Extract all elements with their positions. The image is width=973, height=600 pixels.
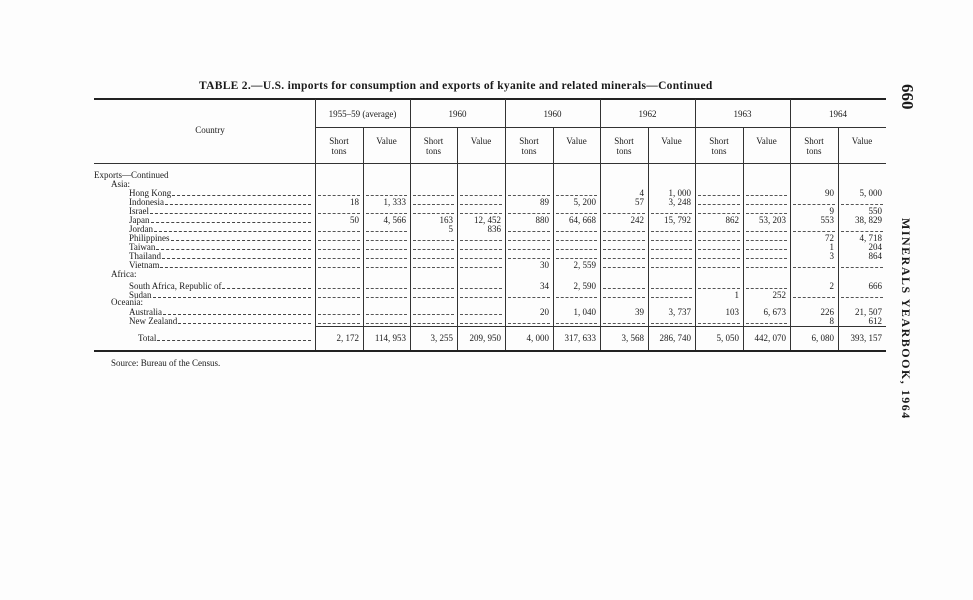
empty-cell-leader [366, 297, 407, 298]
empty-cell-leader [556, 213, 597, 214]
empty-cell-leader [413, 204, 454, 205]
table-cell: 242 [630, 215, 644, 225]
empty-cell-leader [651, 249, 692, 250]
table-cell: 1 [829, 242, 834, 252]
table-cell: 5 [448, 224, 453, 234]
table-title: TABLE 2.—U.S. imports for consumption and exports of kyanite and related minerals—Continued [199, 80, 713, 92]
value-header: Value [661, 136, 682, 146]
empty-cell-leader [793, 204, 835, 205]
table-cell: 1, 040 [573, 307, 596, 317]
table-cell: 39 [635, 307, 644, 317]
empty-cell-leader [603, 288, 645, 289]
table-cell: 12, 452 [474, 215, 501, 225]
empty-cell-leader [651, 323, 692, 324]
table-cell: 3, 568 [621, 333, 644, 343]
empty-cell-leader [698, 288, 740, 289]
empty-cell-leader [366, 258, 407, 259]
table-cell: 5, 200 [573, 197, 596, 207]
table-cell: 114, 953 [374, 333, 406, 343]
short-tons-header: Short tons [709, 136, 729, 156]
table-cell: 550 [868, 206, 882, 216]
table-cell: 9 [829, 206, 834, 216]
empty-cell-leader [366, 288, 407, 289]
period-header: 1963 [733, 109, 752, 119]
table-cell: 2, 172 [336, 333, 359, 343]
table-cell: 286, 740 [659, 333, 691, 343]
table-cell: 1, 000 [668, 188, 691, 198]
empty-cell-leader [366, 195, 407, 196]
empty-cell-leader [603, 213, 645, 214]
empty-cell-leader [746, 213, 787, 214]
empty-cell-leader [698, 213, 740, 214]
table-cell: 5, 000 [859, 188, 882, 198]
table-cell: 5, 050 [716, 333, 739, 343]
empty-cell-leader [793, 297, 835, 298]
table-cell: 2, 559 [573, 260, 596, 270]
short-tons-header: Short tons [423, 136, 444, 156]
empty-cell-leader [460, 240, 502, 241]
empty-cell-leader [603, 323, 645, 324]
empty-cell-leader [746, 204, 787, 205]
table-cell: 864 [868, 251, 882, 261]
empty-cell-leader [556, 249, 597, 250]
empty-cell-leader [841, 231, 883, 232]
empty-cell-leader [746, 258, 787, 259]
empty-cell-leader [318, 288, 360, 289]
empty-cell-leader [460, 297, 502, 298]
empty-cell-leader [318, 231, 360, 232]
country-row-label: Australia [129, 307, 311, 317]
empty-cell-leader [651, 258, 692, 259]
empty-cell-leader [366, 231, 407, 232]
empty-cell-leader [651, 231, 692, 232]
country-row-label: Sudan [129, 290, 311, 300]
empty-cell-leader [556, 231, 597, 232]
empty-cell-leader [746, 231, 787, 232]
empty-cell-leader [841, 297, 883, 298]
empty-cell-leader [603, 297, 645, 298]
empty-cell-leader [508, 323, 550, 324]
table-cell: 3, 255 [430, 333, 453, 343]
table-cell: 226 [820, 307, 834, 317]
table-cell: 6, 673 [763, 307, 786, 317]
empty-cell-leader [508, 297, 550, 298]
value-header: Value [376, 136, 397, 146]
country-header: Country [195, 125, 225, 135]
empty-cell-leader [366, 213, 407, 214]
table-cell: 72 [825, 233, 834, 243]
table-bottom-rule [94, 350, 886, 352]
empty-cell-leader [318, 258, 360, 259]
empty-cell-leader [413, 267, 454, 268]
table-cell: 3, 737 [668, 307, 691, 317]
period-header: 1960 [543, 109, 562, 119]
country-row-label: Indonesia [129, 197, 311, 207]
empty-cell-leader [460, 314, 502, 315]
empty-cell-leader [413, 288, 454, 289]
empty-cell-leader [746, 249, 787, 250]
empty-cell-leader [366, 240, 407, 241]
table-cell: 442, 070 [754, 333, 786, 343]
empty-cell-leader [413, 240, 454, 241]
table-cell: 4, 718 [859, 233, 882, 243]
empty-cell-leader [603, 258, 645, 259]
empty-cell-leader [841, 267, 883, 268]
empty-cell-leader [746, 195, 787, 196]
source-note: Source: Bureau of the Census. [111, 358, 221, 368]
section-heading: Exports—Continued [94, 170, 169, 180]
empty-cell-leader [651, 288, 692, 289]
table-cell: 6, 080 [811, 333, 834, 343]
empty-cell-leader [366, 267, 407, 268]
table-cell: 34 [540, 281, 549, 291]
empty-cell-leader [318, 213, 360, 214]
table-cell: 89 [540, 197, 549, 207]
table-cell: 53, 203 [759, 215, 786, 225]
region-heading: Africa: [111, 269, 137, 279]
table-cell: 2, 590 [573, 281, 596, 291]
country-row-label: Israel [129, 206, 311, 216]
country-row-label: Japan [129, 215, 311, 225]
table-cell: 1, 333 [383, 197, 406, 207]
empty-cell-leader [556, 258, 597, 259]
empty-cell-leader [698, 204, 740, 205]
table-cell: 4, 000 [526, 333, 549, 343]
total-row-label: Total [138, 333, 311, 343]
table-cell: 18 [350, 197, 359, 207]
empty-cell-leader [746, 267, 787, 268]
period-header: 1955–59 (average) [328, 109, 397, 119]
empty-cell-leader [318, 195, 360, 196]
short-tons-header: Short tons [329, 136, 349, 156]
empty-cell-leader [793, 267, 835, 268]
empty-cell-leader [413, 195, 454, 196]
table-cell: 30 [540, 260, 549, 270]
empty-cell-leader [793, 231, 835, 232]
empty-cell-leader [556, 195, 597, 196]
empty-cell-leader [318, 267, 360, 268]
empty-cell-leader [413, 314, 454, 315]
empty-cell-leader [508, 195, 550, 196]
empty-cell-leader [698, 323, 740, 324]
table-cell: 2 [829, 281, 834, 291]
table-cell: 3, 248 [668, 197, 691, 207]
table-cell: 3 [829, 251, 834, 261]
table-cell: 612 [868, 316, 882, 326]
table-cell: 862 [725, 215, 739, 225]
country-row-label: Taiwan [129, 242, 311, 252]
empty-cell-leader [698, 240, 740, 241]
short-tons-header: Short tons [519, 136, 539, 156]
empty-cell-leader [318, 323, 360, 324]
empty-cell-leader [508, 240, 550, 241]
value-header: Value [851, 136, 873, 146]
table-cell: 163 [439, 215, 453, 225]
table-cell: 8 [829, 316, 834, 326]
table-cell: 317, 633 [564, 333, 596, 343]
empty-cell-leader [651, 267, 692, 268]
country-row-label: Jordan [129, 224, 311, 234]
empty-cell-leader [318, 240, 360, 241]
empty-cell-leader [508, 231, 550, 232]
empty-cell-leader [366, 314, 407, 315]
empty-cell-leader [508, 249, 550, 250]
empty-cell-leader [603, 231, 645, 232]
empty-cell-leader [413, 249, 454, 250]
page-number: 660 [898, 84, 917, 110]
table-cell: 836 [487, 224, 501, 234]
empty-cell-leader [366, 323, 407, 324]
period-header: 1964 [829, 109, 847, 119]
table-top-rule [94, 98, 886, 100]
period-header: 1962 [638, 109, 657, 119]
country-row-label: Philippines [129, 233, 311, 243]
table-cell: 252 [772, 290, 786, 300]
empty-cell-leader [698, 231, 740, 232]
table-cell: 20 [540, 307, 549, 317]
empty-cell-leader [603, 249, 645, 250]
table-cell: 553 [820, 215, 834, 225]
empty-cell-leader [746, 288, 787, 289]
table-cell: 4, 566 [383, 215, 406, 225]
empty-cell-leader [366, 249, 407, 250]
empty-cell-leader [318, 297, 360, 298]
table-cell: 1 [734, 290, 739, 300]
empty-cell-leader [651, 240, 692, 241]
region-heading: Oceania: [111, 297, 143, 307]
empty-cell-leader [603, 240, 645, 241]
table-cell: 393, 157 [850, 333, 882, 343]
empty-cell-leader [698, 267, 740, 268]
empty-cell-leader [841, 204, 883, 205]
country-row-label: Hong Kong [129, 188, 311, 198]
table-cell: 880 [535, 215, 549, 225]
empty-cell-leader [413, 323, 454, 324]
empty-cell-leader [460, 323, 502, 324]
table-cell: 38, 829 [855, 215, 882, 225]
table-cell: 64, 668 [569, 215, 596, 225]
country-row-label: New Zealand [129, 316, 311, 326]
table-cell: 666 [868, 281, 882, 291]
empty-cell-leader [698, 195, 740, 196]
empty-cell-leader [556, 240, 597, 241]
table-cell: 204 [868, 242, 882, 252]
empty-cell-leader [460, 258, 502, 259]
table-cell: 21, 507 [855, 307, 882, 317]
value-header: Value [566, 136, 587, 146]
empty-cell-leader [413, 213, 454, 214]
empty-cell-leader [556, 297, 597, 298]
country-row-label: South Africa, Republic of [129, 281, 311, 291]
running-head: MINERALS YEARBOOK, 1964 [899, 218, 913, 420]
table-cell: 15, 792 [664, 215, 691, 225]
region-heading: Asia: [111, 179, 130, 189]
empty-cell-leader [556, 323, 597, 324]
empty-cell-leader [746, 323, 787, 324]
short-tons-header: Short tons [614, 136, 634, 156]
table-cell: 57 [635, 197, 644, 207]
empty-cell-leader [698, 258, 740, 259]
empty-cell-leader [460, 249, 502, 250]
empty-cell-leader [698, 249, 740, 250]
country-row-label: Thailand [129, 251, 311, 261]
table-cell: 4 [639, 188, 644, 198]
empty-cell-leader [318, 249, 360, 250]
empty-cell-leader [603, 267, 645, 268]
empty-cell-leader [460, 213, 502, 214]
empty-cell-leader [460, 204, 502, 205]
empty-cell-leader [460, 288, 502, 289]
empty-cell-leader [651, 213, 692, 214]
empty-cell-leader [651, 297, 692, 298]
empty-cell-leader [746, 240, 787, 241]
value-header: Value [756, 136, 777, 146]
table-cell: 50 [350, 215, 359, 225]
empty-cell-leader [508, 258, 550, 259]
country-row-label: Vietnam [129, 260, 311, 270]
short-tons-header: Short tons [804, 136, 824, 156]
value-header: Value [470, 136, 492, 146]
table-cell: 90 [825, 188, 834, 198]
empty-cell-leader [460, 267, 502, 268]
table-cell: 209, 950 [469, 333, 501, 343]
empty-cell-leader [508, 213, 550, 214]
empty-cell-leader [413, 258, 454, 259]
table-cell: 103 [725, 307, 739, 317]
period-header: 1960 [448, 109, 467, 119]
empty-cell-leader [318, 314, 360, 315]
empty-cell-leader [413, 297, 454, 298]
empty-cell-leader [460, 195, 502, 196]
